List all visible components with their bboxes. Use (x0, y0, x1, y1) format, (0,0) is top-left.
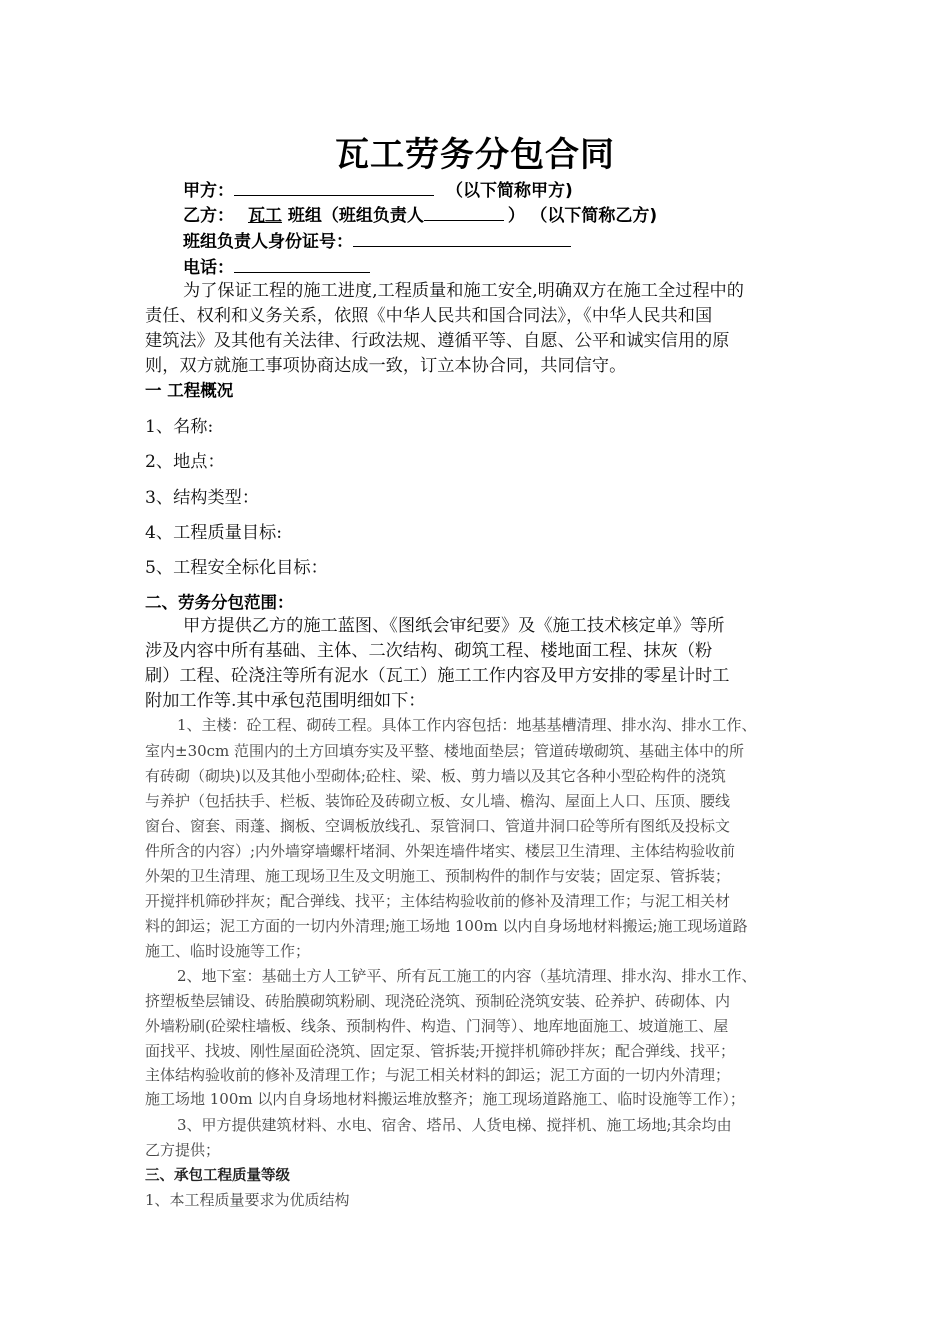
id-label: 班组负责人身份证号： (183, 232, 353, 252)
scope-item-line: 开搅拌机筛砂拌灰；配合弹线、找平；主体结构验收前的修补及清理工作；与泥工相关材 (145, 892, 731, 910)
party-b-mid: 班组（班组负责人 (282, 206, 424, 226)
overview-item: 1、名称: (145, 417, 214, 437)
party-b-team: 瓦工 (248, 206, 282, 226)
scope-item-line: 外墙粉刷(砼梁柱墙板、线条、预制构件、构造、门洞等）、地库地面施工、坡道施工、屋 (145, 1017, 729, 1035)
preamble-line: 建筑法》及其他有关法律、行政法规、遵循平等、自愿、公平和诚实信用的原 (145, 331, 730, 351)
party-a-blank (234, 178, 434, 196)
party-b-note: （以下简称乙方) (538, 206, 658, 226)
overview-item: 4、工程质量目标: (145, 523, 283, 543)
phone-line (183, 253, 370, 278)
scope-item-line: 外架的卫生清理、施工现场卫生及文明施工、预制构件的制作与安装；固定泵、管拆装； (145, 867, 731, 885)
scope-item-line: 料的卸运；泥工方面的一切内外清理;施工场地 100m 以内自身场地材料搬运;施工现场道路 (145, 917, 748, 935)
quality-item: 1、本工程质量要求为优质结构 (145, 1191, 350, 1209)
scope-item-line: 1、主楼：砼工程、砌砖工程。具体工作内容包括：地基基槽清理、排水沟、排水工作、 (177, 716, 757, 734)
overview-item: 3、结构类型： (145, 488, 260, 508)
party-b-close: ） (507, 206, 525, 226)
scope-item-line: 3、甲方提供建筑材料、水电、宿舍、塔吊、人货电梯、搅拌机、施工场地;其余均由 (177, 1116, 732, 1134)
scope-item-line: 与养护（包括扶手、栏板、装饰砼及砖砌立板、女儿墙、檐沟、屋面上人口、压顶、腰线 (145, 792, 731, 810)
party-b-line (183, 201, 657, 226)
phone-label: 电话： (183, 258, 234, 278)
scope-item-line: 挤塑板垫层铺设、砖胎膜砌筑粉刷、现浇砼浇筑、预制砼浇筑安装、砼养护、砖砌体、内 (145, 992, 731, 1010)
id-blank (353, 229, 571, 247)
scope-intro-line: 刷）工程、砼浇注等所有泥水（瓦工）施工工作内容及甲方安排的零星计时工 (145, 666, 730, 686)
party-a-line (183, 176, 573, 201)
party-a-note: （以下简称甲方) (446, 181, 573, 201)
scope-item-line: 窗台、窗套、雨蓬、搁板、空调板放线孔、泵管洞口、管道井洞口砼等所有图纸及投标文 (145, 817, 731, 835)
party-b-leader-blank (424, 203, 504, 221)
scope-item-line: 施工、临时设施等工作； (145, 942, 311, 960)
scope-item-line: 件所含的内容）;内外墙穿墙螺杆堵洞、外架连墙件堵实、楼层卫生清理、主体结构验收前 (145, 842, 736, 860)
scope-item-line: 有砖砌（砌块)以及其他小型砌体;砼柱、梁、板、剪力墙以及其它各种小型砼构件的浇筑 (145, 767, 726, 785)
preamble-line: 则，双方就施工事项协商达成一致，订立本协合同，共同信守。 (145, 356, 627, 376)
section-heading: 一 工程概况 (145, 381, 234, 400)
scope-item-line: 室内±30cm 范围内的土方回填夯实及平整、楼地面垫层；管道砖墩砌筑、基础主体中的所 (145, 742, 745, 760)
scope-intro-line: 涉及内容中所有基础、主体、二次结构、砌筑工程、楼地面工程、抹灰（粉 (145, 641, 713, 661)
section-heading: 三、承包工程质量等级 (145, 1168, 290, 1184)
party-b-label: 乙方： (183, 206, 234, 226)
scope-intro-line: 甲方提供乙方的施工蓝图、《图纸会审纪要》及《施工技术核定单》等所 (183, 616, 725, 636)
scope-item-line: 2、地下室：基础土方人工铲平、所有瓦工施工的内容（基坑清理、排水沟、排水工作、 (177, 967, 757, 985)
scope-item-line: 施工场地 100m 以内自身场地材料搬运堆放整齐；施工现场道路施工、临时设施等工作）； (145, 1090, 745, 1108)
overview-item: 5、工程安全标化目标： (145, 558, 328, 578)
scope-item-line: 乙方提供； (145, 1141, 221, 1159)
scope-item-line: 面找平、找坡、刚性屋面砼浇筑、固定泵、管拆装;开搅拌机筛砂拌灰；配合弹线、找平； (145, 1042, 736, 1060)
phone-blank (234, 255, 370, 273)
document-title: 瓦工劳务分包合同 (335, 135, 615, 175)
preamble-line: 为了保证工程的施工进度,工程质量和施工安全,明确双方在施工全过程中的 (183, 281, 744, 301)
section-heading: 二、劳务分包范围： (145, 593, 294, 612)
preamble-line: 责任、权利和义务关系，依照《中华人民共和国合同法》，《中华人民共和国 (145, 306, 713, 326)
scope-item-line: 主体结构验收前的修补及清理工作；与泥工相关材料的卸运；泥工方面的一切内外清理； (145, 1066, 731, 1084)
id-line (183, 227, 571, 252)
party-a-label: 甲方： (183, 181, 234, 201)
overview-item: 2、地点： (145, 452, 225, 472)
scope-intro-line: 附加工作等.其中承包范围明细如下： (145, 691, 426, 711)
